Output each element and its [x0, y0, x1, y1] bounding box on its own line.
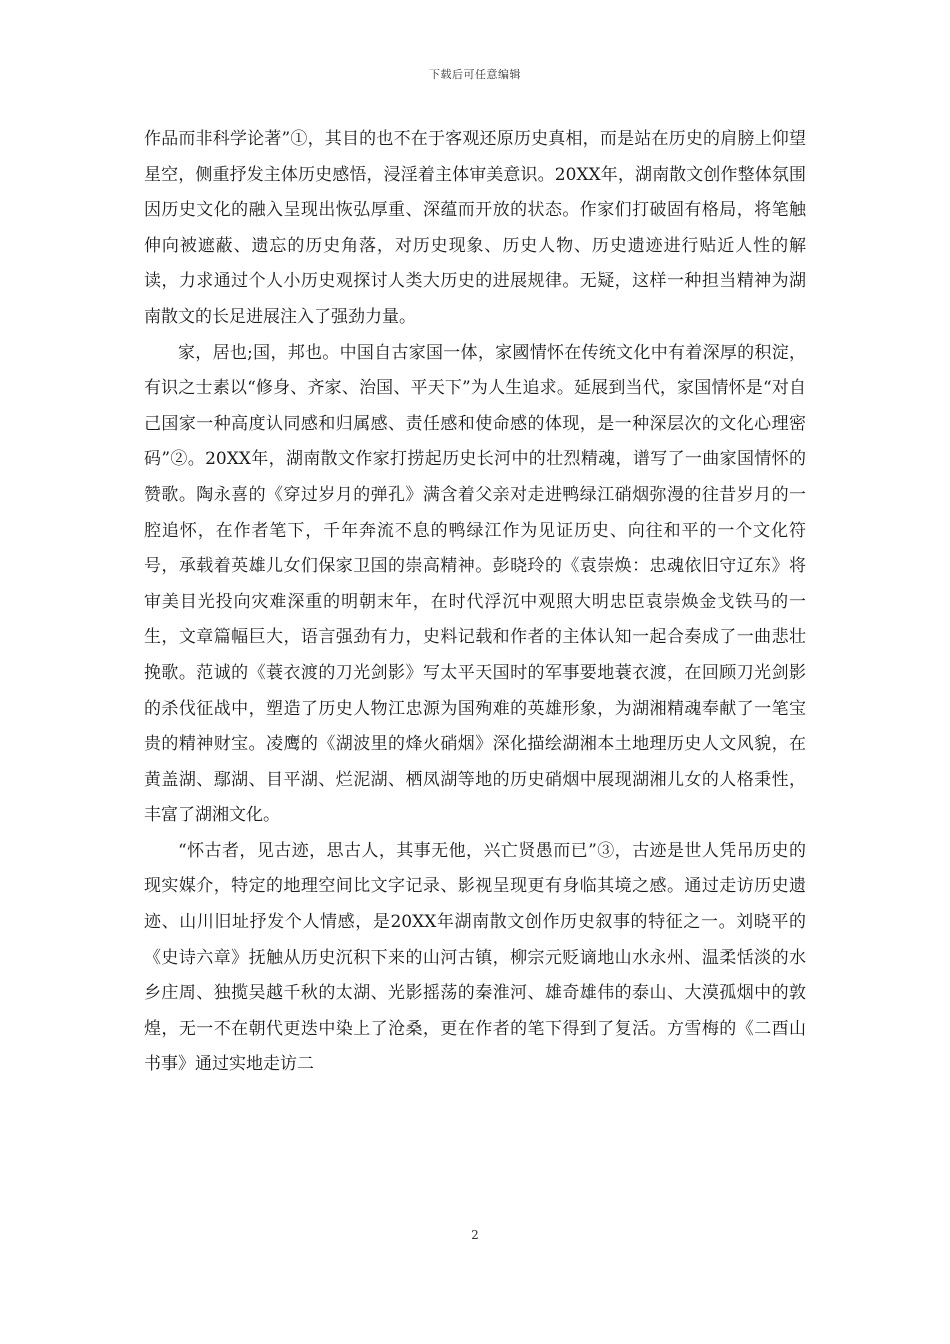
document-body [144, 122, 806, 1083]
paragraph-2: 家，居也;国，邦也。中国自古家国一体，家國情怀在传统文化中有着深厚的积淀，有识之士素以“修身、齐家、治国、平天下”为人生追求。延展到当代，家国情怀是“对自己国家一种高度认同感和归属感、责任感和使命感的体现，是一种深层次的文化心理密码”②。20XX年，湖南散文作家打捞起历史长河中的壮烈精魂，谱写了一曲家国情怀的赞歌。陶永喜的《穿过岁月的弹孔》满含着父亲对走进鸭绿江硝烟弥漫的往昔岁月的一腔追怀，在作者笔下，千年奔流不息的鸭绿江作为见证历史、向往和平的一个文化符号，承载着英雄儿女们保家卫国的崇高精神。彭晓玲的《袁崇焕：忠魂依旧守辽东》将审美目光投向灾难深重的明朝末年，在时代浮沉中观照大明忠臣袁崇焕金戈铁马的一生，文章篇幅巨大，语言强劲有力，史料记载和作者的主体认知一起合奏成了一曲悲壮挽歌。范诚的《蓑衣渡的刀光剑影》写太平天国时的军事要地蓑衣渡，在回顾刀光剑影的杀伐征战中，塑造了历史人物江忠源为国殉难的英雄形象，为湖湘精魂奉献了一笔宝贵的精神财宝。凌鹰的《湖波里的烽火硝烟》深化描绘湖湘本土地理历史人文风貌，在黄盖湖、鄢湖、目平湖、烂泥湖、栖凤湖等地的历史硝烟中展现湖湘儿女的人格秉性，丰富了湖湘文化。 [144, 342, 806, 826]
paragraph-3: “怀古者，见古迹，思古人，其事无他，兴亡贤愚而已”③，古迹是世人凭吊历史的现实媒介，特定的地理空间比文字记录、影视呈现更有身临其境之感。通过走访历史遗迹、山川旧址抒发个人情感，是20XX年湖南散文创作历史叙事的特征之一。刘晓平的《史诗六章》抚触从历史沉积下来的山河古镇，柳宗元贬谪地山水永州、温柔恬淡的水乡庄周、独揽吴越千秋的太湖、光影摇荡的秦淮河、雄奇雄伟的泰山、大漠孤烟中的敦煌，无一不在朝代更迭中染上了沧桑，更在作者的笔下得到了复活。方雪梅的《二酉山书事》通过实地走访二 [144, 840, 806, 1075]
paragraph-1: 作品而非科学论著”①，其目的也不在于客观还原历史真相，而是站在历史的肩膀上仰望星空，侧重抒发主体历史感悟，浸淫着主体审美意识。20XX年，湖南散文创作整体氛围因历史文化的融入呈现出恢弘厚重、深蕴而开放的状态。作家们打破固有格局，将笔触伸向被遮蔽、遗忘的历史角落，对历史现象、历史人物、历史遗迹进行贴近人性的解读，力求通过个人小历史观探讨人类大历史的进展规律。无疑，这样一种担当精神为湖南散文的长足进展注入了强劲力量。 [144, 129, 806, 327]
page-header: 下载后可任意编辑 [429, 68, 521, 81]
page-number: 2 [471, 1228, 479, 1242]
